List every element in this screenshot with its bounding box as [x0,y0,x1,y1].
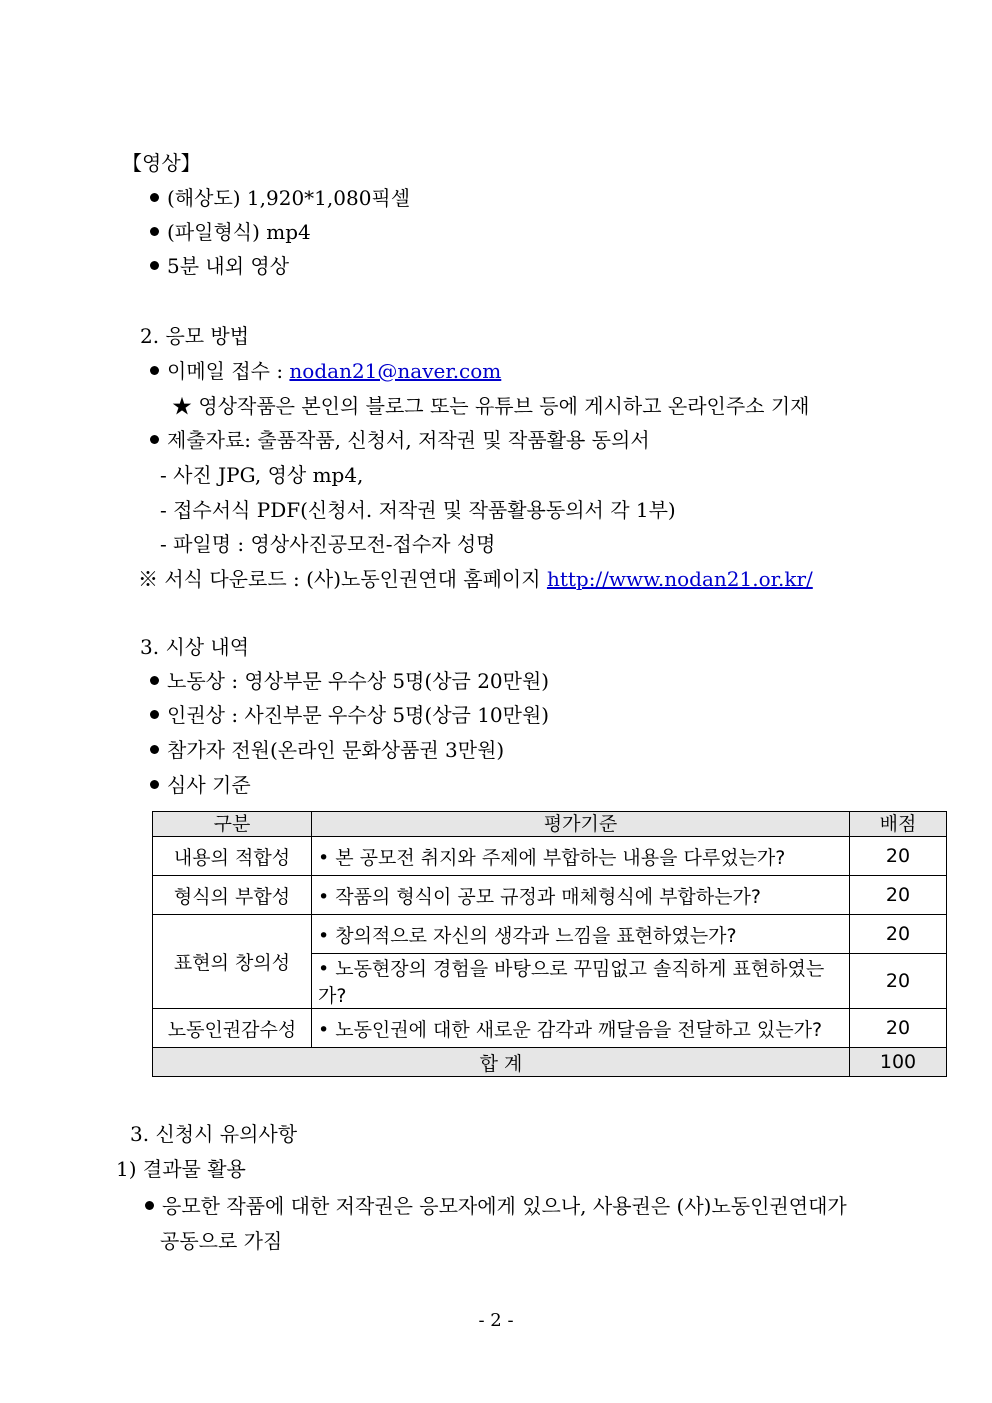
table-row [153,876,947,915]
video-heading: 【영상】 [122,151,201,175]
category-cell: 형식의 부합성 [153,876,312,915]
table-row [153,915,947,954]
score-cell: 20 [850,876,947,915]
score-cell: 20 [850,837,947,876]
column-header: 평가기준 [312,812,850,837]
criteria-cell: • 노동현장의 경험을 바탕으로 꾸밈없고 솔직하게 표현하였는가? [312,954,850,1009]
download-line: ※ 서식 다운로드 : (사)노동인권연대 홈페이지 http://www.nodan21.or.kr/ [138,567,813,591]
criteria-cell: • 본 공모전 취지와 주제에 부합하는 내용을 다루었는가? [312,837,850,876]
caution-item: 응모한 작품에 대한 저작권은 응모자에게 있으나, 사용권은 (사)노동인권연대가 [145,1192,847,1220]
criteria-cell: • 창의적으로 자신의 생각과 느낌을 표현하였는가? [312,915,850,954]
materials-line: 제출자료: 출품작품, 신청서, 저작권 및 작품활용 동의서 [150,426,650,454]
total-row [153,1048,947,1077]
category-cell: 내용의 적합성 [153,837,312,876]
category-cell: 노동인권감수성 [153,1009,312,1048]
column-header: 배점 [850,812,947,837]
bullet-icon [150,676,159,685]
video-note: ★ 영상작품은 본인의 블로그 또는 유튜브 등에 게시하고 온라인주소 기재 [172,394,810,418]
category-cell: 표현의 창의성 [153,915,312,1009]
email-link[interactable]: nodan21@naver.com [289,359,502,383]
list-item: 심사 기준 [150,771,251,799]
bullet-icon [150,710,159,719]
homepage-link[interactable]: http://www.nodan21.or.kr/ [546,567,813,591]
list-item: 인권상 : 사진부문 우수상 5명(상금 10만원) [150,701,549,729]
email-line: 이메일 접수 : nodan21@naver.com [150,357,501,385]
caution-item-continued: 공동으로 가짐 [160,1229,283,1253]
list-item: 노동상 : 영상부문 우수상 5명(상금 20만원) [150,667,549,695]
submission-heading: 2. 응모 방법 [140,324,250,348]
list-item: - 파일명 : 영상사진공모전-접수자 성명 [160,532,496,556]
table-header-row [153,812,947,837]
evaluation-table [152,811,947,1077]
bullet-icon [150,227,159,236]
bullet-icon [150,261,159,270]
bullet-icon [150,193,159,202]
criteria-cell: • 작품의 형식이 공모 규정과 매체형식에 부합하는가? [312,876,850,915]
score-cell: 20 [850,1009,947,1048]
list-item: (해상도) 1,920*1,080픽셀 [150,184,410,212]
table-row [153,837,947,876]
cautions-subheading: 1) 결과물 활용 [116,1157,246,1181]
score-cell: 20 [850,915,947,954]
bullet-icon [150,745,159,754]
table-row [153,1009,947,1048]
cautions-heading: 3. 신청시 유의사항 [130,1122,298,1146]
column-header: 구분 [153,812,312,837]
bullet-icon [150,366,159,375]
list-item: 참가자 전원(온라인 문화상품권 3만원) [150,736,504,764]
bullet-icon [150,780,159,789]
page-number: - 2 - [478,1310,514,1331]
bullet-icon [145,1201,154,1210]
list-item: (파일형식) mp4 [150,218,311,246]
list-item: - 접수서식 PDF(신청서. 저작권 및 작품활용동의서 각 1부) [160,498,676,522]
awards-heading: 3. 시상 내역 [140,635,250,659]
total-score: 100 [850,1048,947,1077]
score-cell: 20 [850,954,947,1009]
bullet-icon [150,435,159,444]
list-item: 5분 내외 영상 [150,252,289,280]
list-item: - 사진 JPG, 영상 mp4, [160,463,364,487]
total-label: 합 계 [153,1048,850,1077]
criteria-cell: • 노동인권에 대한 새로운 감각과 깨달음을 전달하고 있는가? [312,1009,850,1048]
